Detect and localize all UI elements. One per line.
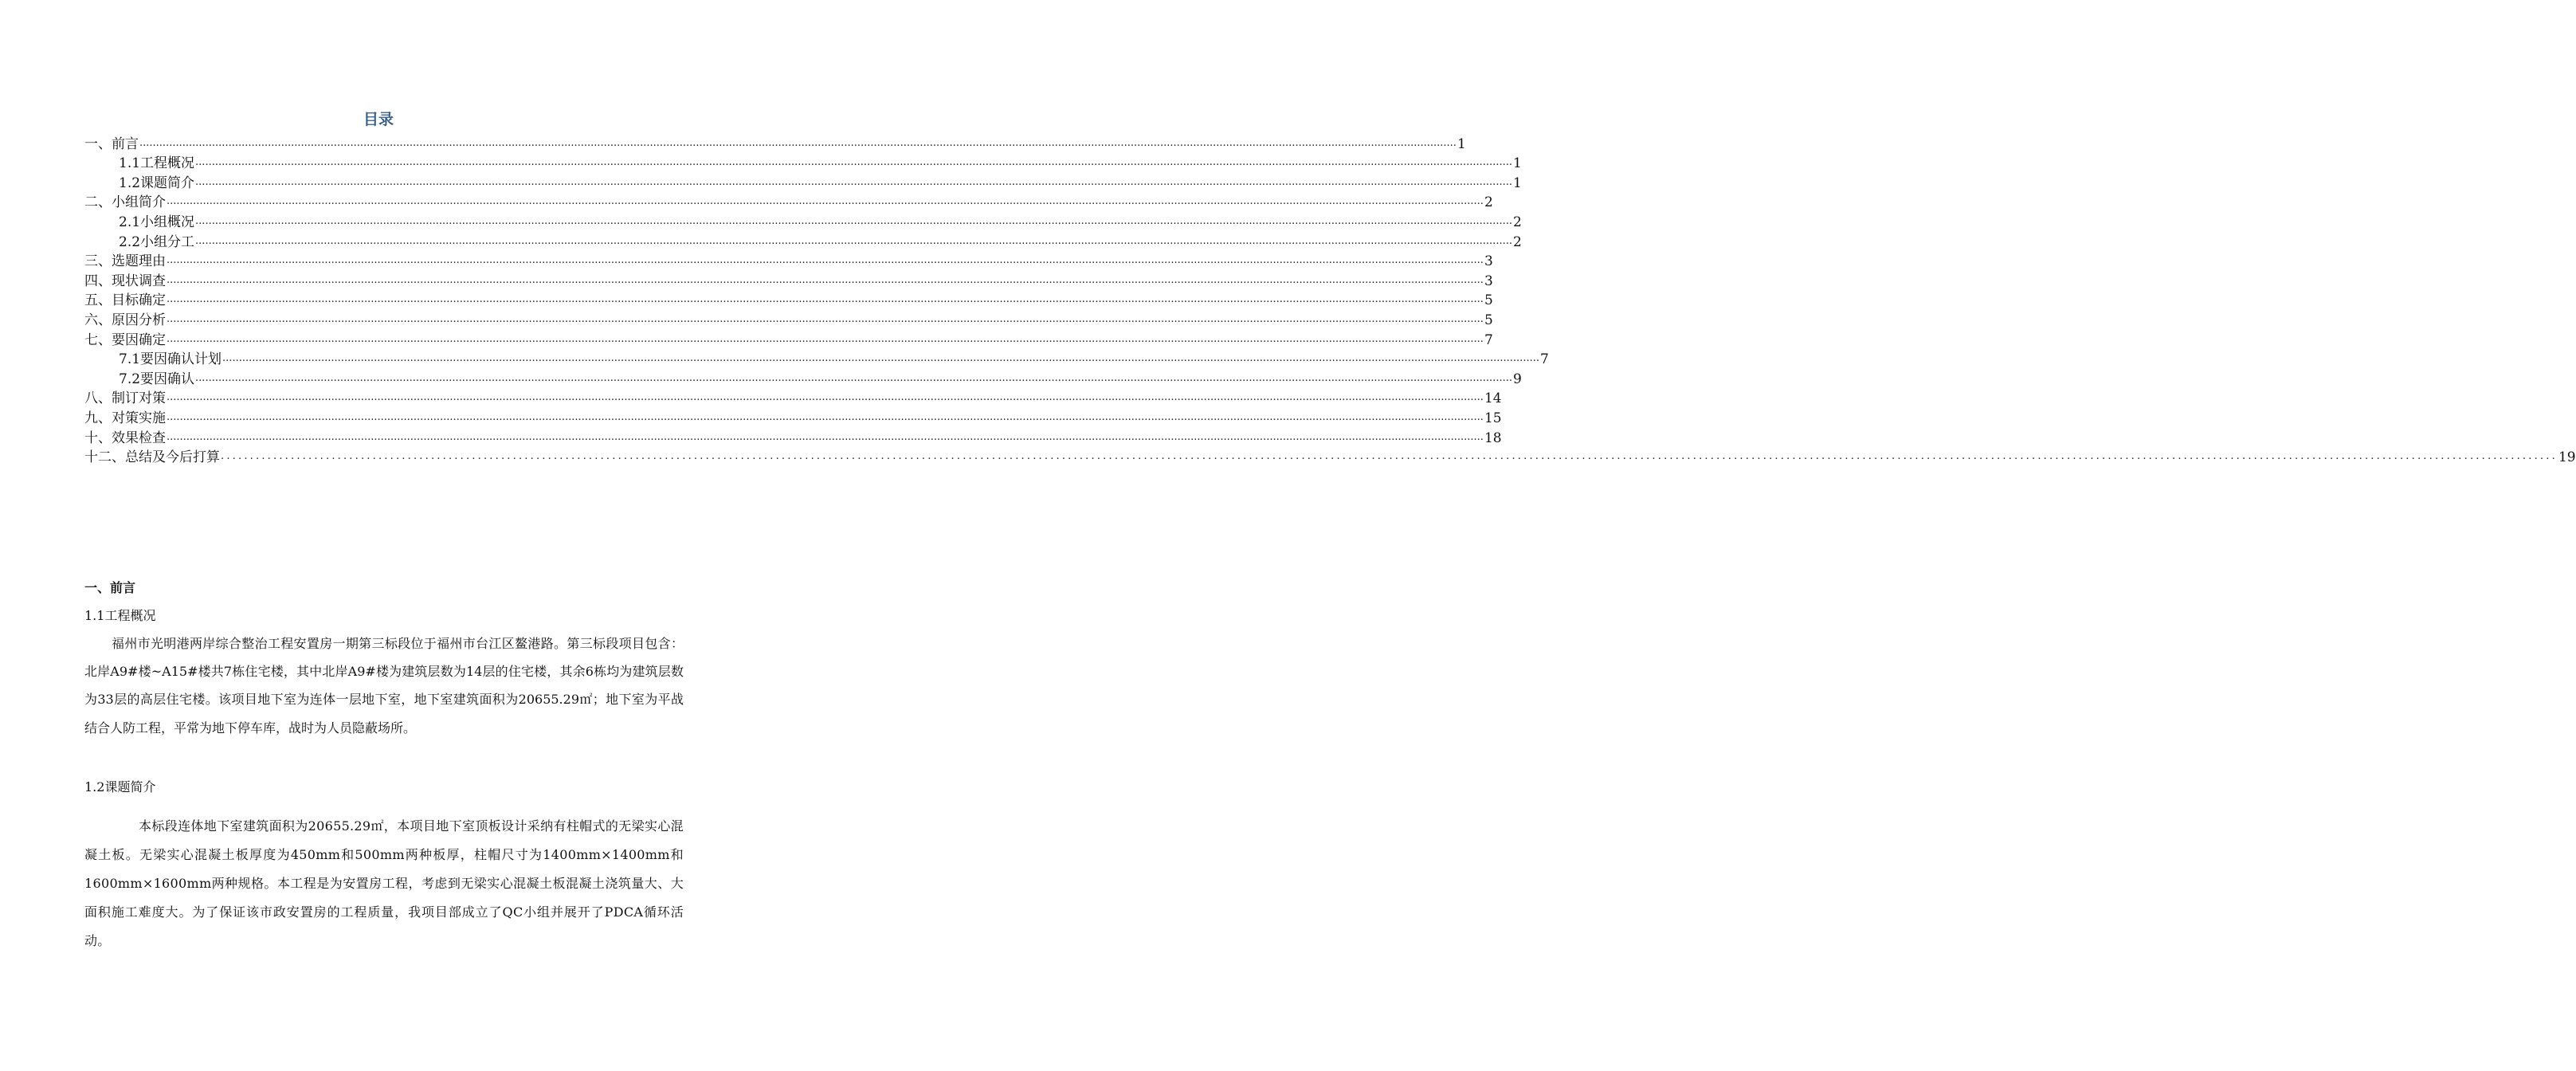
toc-dot-leader: ................................................................................................................................................................................................................................................................................................................................................................................................................ <box>221 450 2558 463</box>
toc-dot-leader: ................................................................................................................................................................................................................................................................................................................................................................................................................ <box>167 430 1484 443</box>
toc-entry-page: 3 <box>1484 273 1493 289</box>
toc-entry-page: 5 <box>1484 292 1493 309</box>
toc-entry-label: 九、对策实施 <box>84 410 166 426</box>
toc-entry[interactable] <box>84 330 1493 350</box>
toc-entry[interactable] <box>84 154 1522 174</box>
toc-entry[interactable] <box>84 408 1502 428</box>
toc-entry-label: 1.2课题简介 <box>119 175 195 191</box>
toc-entry-page: 18 <box>1484 430 1502 446</box>
toc-entry-page: 1 <box>1512 175 1522 191</box>
toc-entry-page: 14 <box>1484 390 1502 407</box>
toc-entry-label: 十二、总结及今后打算 <box>84 449 220 466</box>
toc-dot-leader: ................................................................................................................................................................................................................................................................................................................................................................................................................ <box>167 312 1484 325</box>
toc-entry-label: 7.2要因确认 <box>119 371 195 387</box>
toc-entry-label: 八、制订对策 <box>84 390 166 407</box>
toc-dot-leader: ................................................................................................................................................................................................................................................................................................................................................................................................................ <box>167 391 1484 404</box>
toc-entry-page: 1 <box>1457 135 1466 152</box>
toc-dot-leader: ................................................................................................................................................................................................................................................................................................................................................................................................................ <box>222 352 1539 365</box>
toc-entry-page: 5 <box>1484 312 1493 328</box>
toc-entry-page: 7 <box>1539 351 1549 368</box>
toc-dot-leader: ................................................................................................................................................................................................................................................................................................................................................................................................................ <box>167 410 1484 423</box>
toc-entry[interactable] <box>84 193 1493 213</box>
toc-entry-page: 7 <box>1484 332 1493 348</box>
toc-entry[interactable] <box>84 448 2576 468</box>
toc-dot-leader: ................................................................................................................................................................................................................................................................................................................................................................................................................ <box>167 293 1484 306</box>
paragraph-topic-intro: 本标段连体地下室建筑面积为20655.29㎡，本项目地下室顶板设计采纳有柱帽式的无梁实心混凝土板。无梁实心混凝土板厚度为450mm和500mm两种板厚，柱帽尺寸为1400mm×1400mm和1600mm×1600mm两种规格。本工程是为安置房工程，考虑到无梁实心混凝土板混凝土浇筑量大、大面积施工难度大。为了保证该市政安置房的工程质量，我项目部成立了QC小组并展开了PDCA循环活动。 <box>84 818 684 948</box>
toc-dot-leader: ................................................................................................................................................................................................................................................................................................................................................................................................................ <box>195 214 1512 227</box>
subsection-heading-topic-intro: 1.2课题简介 <box>84 779 156 794</box>
table-of-contents <box>84 134 2576 467</box>
toc-entry-label: 四、现状调查 <box>84 273 166 289</box>
toc-entry-label: 1.1工程概况 <box>119 155 195 172</box>
toc-entry-page: 2 <box>1512 233 1522 250</box>
toc-dot-leader: ................................................................................................................................................................................................................................................................................................................................................................................................................ <box>195 371 1512 384</box>
toc-dot-leader: ................................................................................................................................................................................................................................................................................................................................................................................................................ <box>195 156 1512 169</box>
toc-entry-page: 15 <box>1484 410 1502 426</box>
toc-entry[interactable] <box>84 232 1522 252</box>
toc-dot-leader: ................................................................................................................................................................................................................................................................................................................................................................................................................ <box>167 254 1484 267</box>
toc-entry-label: 五、目标确定 <box>84 292 166 309</box>
toc-dot-leader: ................................................................................................................................................................................................................................................................................................................................................................................................................ <box>195 234 1512 247</box>
toc-dot-leader: ................................................................................................................................................................................................................................................................................................................................................................................................................ <box>167 273 1484 286</box>
toc-entry[interactable] <box>84 310 1493 330</box>
toc-entry[interactable] <box>84 389 1502 409</box>
subsection-heading-project-overview: 1.1工程概况 <box>84 608 156 623</box>
toc-entry-label: 十、效果检查 <box>84 430 166 446</box>
toc-dot-leader: ................................................................................................................................................................................................................................................................................................................................................................................................................ <box>167 332 1484 345</box>
toc-dot-leader: ................................................................................................................................................................................................................................................................................................................................................................................................................ <box>195 175 1512 188</box>
toc-entry-page: 9 <box>1512 371 1522 387</box>
toc-entry-label: 六、原因分析 <box>84 312 166 328</box>
toc-entry-label: 2.2小组分工 <box>119 233 195 250</box>
toc-entry-page: 2 <box>1484 194 1493 211</box>
toc-dot-leader: ................................................................................................................................................................................................................................................................................................................................................................................................................ <box>139 136 1457 149</box>
toc-entry[interactable] <box>84 252 1493 272</box>
toc-entry-label: 7.1要因确认计划 <box>119 351 222 368</box>
toc-entry[interactable] <box>84 291 1493 311</box>
toc-entry-page: 19 <box>2558 449 2576 466</box>
toc-entry[interactable] <box>84 428 1502 448</box>
toc-entry-label: 2.1小组概况 <box>119 214 195 230</box>
toc-entry[interactable] <box>84 271 1493 291</box>
toc-entry-page: 1 <box>1512 155 1522 172</box>
section-heading-preface: 一、前言 <box>84 580 136 595</box>
toc-entry-label: 七、要因确定 <box>84 332 166 348</box>
toc-entry-label: 一、前言 <box>84 135 139 152</box>
toc-entry[interactable] <box>84 173 1522 193</box>
toc-entry-label: 三、选题理由 <box>84 253 166 270</box>
toc-entry-page: 2 <box>1512 214 1522 230</box>
toc-entry[interactable] <box>84 134 1466 154</box>
toc-entry[interactable] <box>84 369 1522 389</box>
toc-entry-page: 3 <box>1484 253 1493 270</box>
toc-dot-leader: ................................................................................................................................................................................................................................................................................................................................................................................................................ <box>167 195 1484 208</box>
toc-entry[interactable] <box>84 212 1522 232</box>
toc-title: 目录 <box>363 111 394 128</box>
toc-entry[interactable] <box>84 350 1549 370</box>
toc-entry-label: 二、小组简介 <box>84 194 166 211</box>
paragraph-project-overview: 福州市光明港两岸综合整治工程安置房一期第三标段位于福州市台江区鳌港路。第三标段项目包含：北岸A9#楼~A15#楼共7栋住宅楼，其中北岸A9#楼为建筑层数为14层的住宅楼，其余6栋均为建筑层数为33层的高层住宅楼。该项目地下室为连体一层地下室，地下室建筑面积为20655.29㎡；地下室为平战结合人防工程，平常为地下停车库，战时为人员隐蔽场所。 <box>84 636 684 736</box>
